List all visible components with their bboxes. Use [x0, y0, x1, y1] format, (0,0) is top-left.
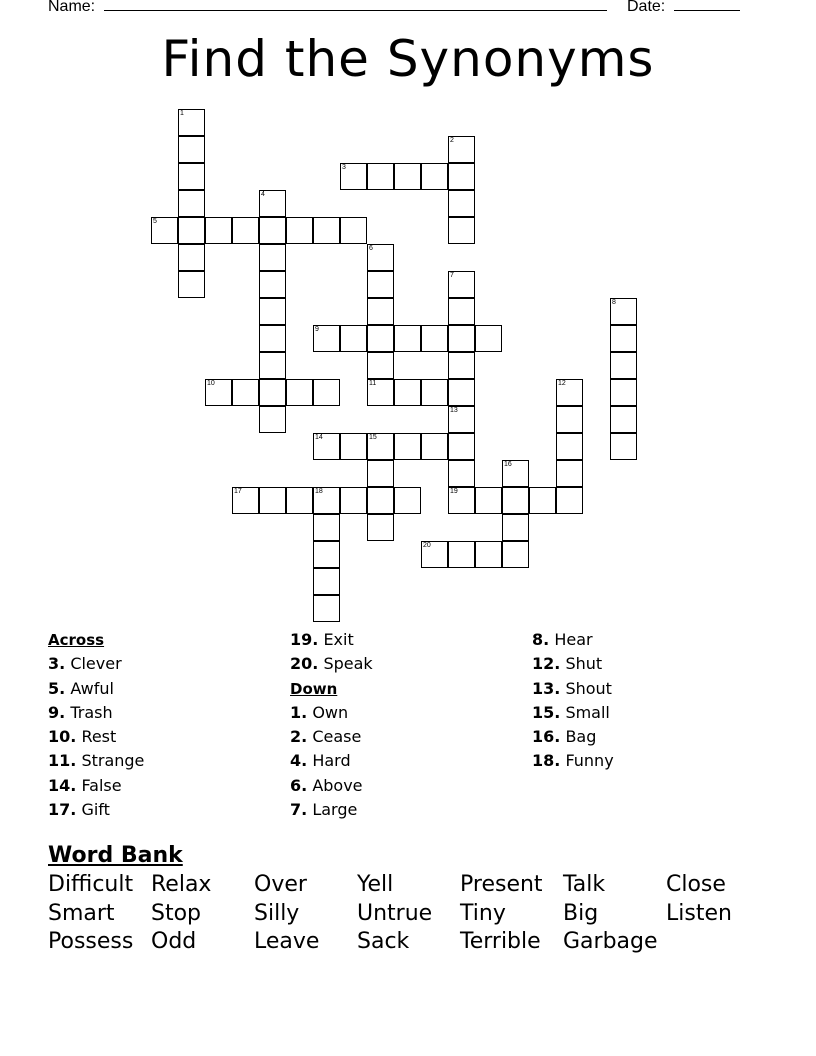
word-bank-word: Terrible [460, 929, 541, 954]
grid-cell[interactable] [205, 217, 232, 244]
cell-number: 20 [423, 542, 431, 549]
grid-cell[interactable] [259, 379, 286, 406]
grid-cell[interactable] [394, 163, 421, 190]
cell-number: 7 [450, 272, 454, 279]
grid-cell[interactable] [448, 163, 475, 190]
date-line[interactable] [674, 0, 740, 11]
clue-down-18: 18. Funny [532, 751, 614, 771]
word-bank-heading: Word Bank [48, 843, 183, 868]
grid-cell[interactable] [448, 298, 475, 325]
grid-cell[interactable] [475, 325, 502, 352]
grid-cell[interactable] [259, 406, 286, 433]
grid-cell[interactable] [259, 244, 286, 271]
clue-across-5: 5. Awful [48, 678, 114, 698]
word-bank-word: Over [254, 872, 307, 897]
grid-cell[interactable] [178, 217, 205, 244]
clue-across-11: 11. Strange [48, 751, 145, 771]
grid-cell[interactable] [313, 379, 340, 406]
grid-cell[interactable] [259, 217, 286, 244]
grid-cell[interactable] [367, 352, 394, 379]
grid-cell[interactable] [313, 541, 340, 568]
grid-cell[interactable] [286, 379, 313, 406]
grid-cell[interactable] [502, 541, 529, 568]
word-bank-word: Sack [357, 929, 410, 954]
cell-number: 19 [450, 488, 458, 495]
clue-across-10: 10. Rest [48, 727, 117, 747]
word-bank-word: Difficult [48, 872, 134, 897]
clue-down-13: 13. Shout [532, 678, 612, 698]
grid-cell[interactable] [286, 487, 313, 514]
word-bank-word: Untrue [357, 901, 433, 926]
clue-down-4: 4. Hard [290, 751, 351, 771]
grid-cell[interactable] [259, 487, 286, 514]
clue-down-1: 1. Own [290, 702, 349, 722]
down-clues-column-3 [532, 628, 614, 774]
grid-cell[interactable] [448, 460, 475, 487]
grid-cell[interactable] [313, 433, 340, 460]
grid-cell[interactable] [556, 460, 583, 487]
grid-cell[interactable] [340, 433, 367, 460]
cell-number: 13 [450, 407, 458, 414]
word-bank-word: Garbage [563, 929, 658, 954]
grid-cell[interactable] [259, 190, 286, 217]
grid-cell[interactable] [556, 406, 583, 433]
grid-cell[interactable] [340, 325, 367, 352]
cell-number: 18 [315, 488, 323, 495]
down-heading: Down [290, 679, 338, 698]
grid-cell[interactable] [475, 541, 502, 568]
clue-across-20: 20. Speak [290, 654, 373, 674]
grid-cell[interactable] [448, 433, 475, 460]
grid-cell[interactable] [367, 433, 394, 460]
grid-cell[interactable] [610, 433, 637, 460]
name-label: Name: [48, 0, 96, 15]
grid-cell[interactable] [394, 433, 421, 460]
word-bank-word: Listen [666, 901, 732, 926]
grid-cell[interactable] [367, 460, 394, 487]
name-field[interactable] [48, 0, 607, 16]
grid-cell[interactable] [475, 487, 502, 514]
word-bank-word: Stop [151, 901, 202, 926]
clue-across-17: 17. Gift [48, 800, 110, 820]
grid-cell[interactable] [259, 271, 286, 298]
clues-column-2 [290, 628, 373, 822]
clue-across-19: 19. Exit [290, 630, 354, 649]
word-bank-word: Silly [254, 901, 300, 926]
cell-number: 9 [315, 326, 319, 333]
grid-cell[interactable] [529, 487, 556, 514]
word-bank-word: Talk [563, 872, 606, 897]
cell-number: 5 [153, 218, 157, 225]
grid-cell[interactable] [610, 406, 637, 433]
grid-cell[interactable] [178, 136, 205, 163]
page-title: Find the Synonyms [161, 30, 655, 88]
cell-number: 3 [342, 164, 346, 171]
word-bank-word: Big [563, 901, 599, 926]
grid-cell[interactable] [421, 433, 448, 460]
grid-cell[interactable] [394, 379, 421, 406]
across-clues-column-1 [48, 628, 144, 822]
grid-cell[interactable] [313, 217, 340, 244]
grid-cell[interactable] [205, 379, 232, 406]
word-bank-word: Smart [48, 901, 115, 926]
grid-cell[interactable] [367, 244, 394, 271]
grid-cell[interactable] [286, 217, 313, 244]
cell-number: 11 [369, 380, 377, 387]
grid-cell[interactable] [448, 325, 475, 352]
clue-down-8: 8. Hear [532, 630, 593, 649]
word-bank-word: Close [666, 872, 726, 897]
grid-cell[interactable] [610, 352, 637, 379]
grid-cell[interactable] [610, 298, 637, 325]
grid-cell[interactable] [448, 136, 475, 163]
grid-cell[interactable] [448, 190, 475, 217]
cell-number: 12 [558, 380, 566, 387]
grid-cell[interactable] [421, 379, 448, 406]
grid-cell[interactable] [367, 325, 394, 352]
grid-cell[interactable] [178, 244, 205, 271]
grid-cell[interactable] [313, 568, 340, 595]
grid-cell[interactable] [367, 379, 394, 406]
grid-cell[interactable] [448, 352, 475, 379]
grid-cell[interactable] [367, 514, 394, 541]
grid-cell[interactable] [340, 217, 367, 244]
date-label: Date: [627, 0, 666, 15]
word-bank-word: Present [460, 872, 543, 897]
cell-number: 14 [315, 434, 323, 441]
cell-number: 4 [261, 191, 265, 198]
grid-cell[interactable] [610, 379, 637, 406]
grid-cell[interactable] [394, 487, 421, 514]
grid-cell[interactable] [259, 325, 286, 352]
grid-cell[interactable] [340, 487, 367, 514]
grid-cell[interactable] [259, 352, 286, 379]
across-heading: Across [48, 631, 105, 649]
grid-cell[interactable] [313, 595, 340, 622]
grid-cell[interactable] [556, 487, 583, 514]
clue-down-6: 6. Above [290, 775, 363, 795]
grid-cell[interactable] [556, 379, 583, 406]
clue-across-9: 9. Trash [48, 702, 113, 722]
grid-cell[interactable] [232, 379, 259, 406]
grid-cell[interactable] [448, 487, 475, 514]
grid-cell[interactable] [151, 217, 178, 244]
clue-down-12: 12. Shut [532, 654, 603, 674]
clue-down-7: 7. Large [290, 800, 358, 820]
grid-cell[interactable] [502, 460, 529, 487]
word-bank-word: Tiny [460, 901, 506, 926]
clue-down-16: 16. Bag [532, 727, 597, 747]
cell-number: 17 [234, 488, 242, 495]
grid-cell[interactable] [448, 541, 475, 568]
clue-down-2: 2. Cease [290, 727, 362, 747]
grid-cell[interactable] [421, 541, 448, 568]
grid-cell[interactable] [448, 217, 475, 244]
clue-across-3: 3. Clever [48, 654, 122, 674]
grid-cell[interactable] [421, 163, 448, 190]
grid-cell[interactable] [367, 163, 394, 190]
grid-cell[interactable] [367, 487, 394, 514]
grid-cell[interactable] [556, 433, 583, 460]
word-bank-word: Yell [357, 872, 394, 897]
cell-number: 1 [180, 110, 184, 117]
clue-across-14: 14. False [48, 775, 122, 795]
grid-cell[interactable] [178, 109, 205, 136]
cell-number: 15 [369, 434, 377, 441]
word-bank-word: Relax [151, 872, 212, 897]
word-bank-word: Odd [151, 929, 197, 954]
grid-cell[interactable] [313, 325, 340, 352]
grid-cell[interactable] [610, 325, 637, 352]
cell-number: 6 [369, 245, 373, 252]
date-field[interactable] [627, 0, 740, 16]
grid-cell[interactable] [178, 190, 205, 217]
name-line[interactable] [104, 0, 607, 11]
grid-cell[interactable] [448, 379, 475, 406]
grid-cell[interactable] [421, 325, 448, 352]
grid-cell[interactable] [367, 271, 394, 298]
grid-cell[interactable] [367, 298, 394, 325]
cell-number: 10 [207, 380, 215, 387]
grid-cell[interactable] [448, 406, 475, 433]
clue-down-15: 15. Small [532, 702, 610, 722]
grid-cell[interactable] [232, 487, 259, 514]
word-bank-word: Leave [254, 929, 320, 954]
grid-cell[interactable] [313, 487, 340, 514]
cell-number: 8 [612, 299, 616, 306]
cell-number: 2 [450, 137, 454, 144]
grid-cell[interactable] [178, 163, 205, 190]
grid-cell[interactable] [340, 163, 367, 190]
grid-cell[interactable] [448, 271, 475, 298]
grid-cell[interactable] [259, 298, 286, 325]
cell-number: 16 [504, 461, 512, 468]
grid-cell[interactable] [394, 325, 421, 352]
word-bank-word: Possess [48, 929, 134, 954]
grid-cell[interactable] [178, 271, 205, 298]
grid-cell[interactable] [502, 487, 529, 514]
grid-cell[interactable] [502, 514, 529, 541]
grid-cell[interactable] [313, 514, 340, 541]
grid-cell[interactable] [232, 217, 259, 244]
